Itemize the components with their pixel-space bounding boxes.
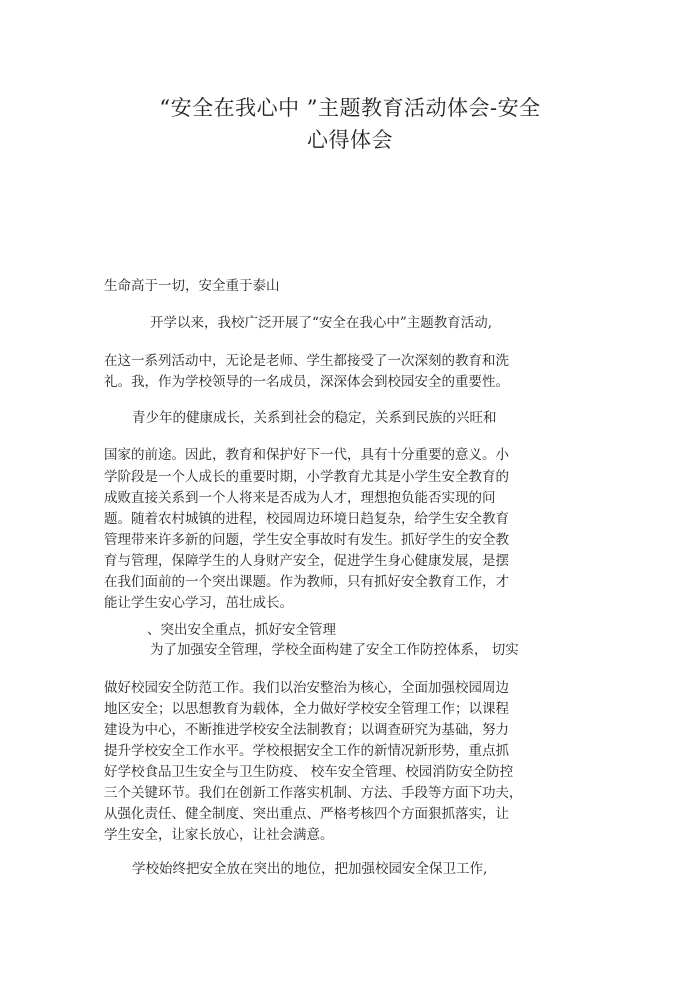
paragraph-heading: 生命高于一切，安全重于泰山 bbox=[104, 278, 280, 294]
paragraph-line: 在这一系列活动中，无论是老师、学生都接受了一次深刻的教育和洗 bbox=[104, 353, 509, 369]
paragraph-line: 好学校食品卫生安全与卫生防疫、 校车安全管理、校园消防安全防控 bbox=[104, 764, 514, 780]
paragraph-line: 提升学校安全工作水平。学校根据安全工作的新情况新形势，重点抓 bbox=[104, 743, 509, 759]
paragraph-line: 题。随着农村城镇的进程，校园周边环境日趋复杂，给学生安全教育 bbox=[104, 511, 509, 527]
paragraph-line: 国家的前途。因此，教育和保护好下一代，具有十分重要的意义。小 bbox=[104, 447, 509, 463]
paragraph-line: 地区安全；以思想教育为载体，全力做好学校安全管理工作；以课程 bbox=[104, 701, 509, 717]
paragraph-line: 青少年的健康成长，关系到社会的稳定，关系到民族的兴旺和 bbox=[132, 410, 497, 426]
paragraph-line: 育与管理，保障学生的人身财产安全，促进学生身心健康发展，是摆 bbox=[104, 553, 509, 569]
paragraph-line: 在我们面前的一个突出课题。作为教师，只有抓好安全教育工作，才 bbox=[104, 574, 509, 590]
paragraph-line: 开学以来，我校广泛开展了“安全在我心中”主题教育活动, bbox=[150, 315, 493, 331]
paragraph-line: 做好校园安全防范工作。我们以治安整治为核心，全面加强校园周边 bbox=[104, 680, 509, 696]
paragraph-line: 为了加强安全管理，学校全面构建了安全工作防控体系， 切实 bbox=[150, 642, 519, 658]
paragraph-line: 建设为中心，不断推进学校安全法制教育；以调查研究为基础，努力 bbox=[104, 722, 509, 738]
paragraph-line: 礼。我，作为学校领导的一名成员，深深体会到校园安全的重要性。 bbox=[104, 374, 509, 390]
paragraph-line: 管理带来许多新的问题，学生安全事故时有发生。抓好学生的安全教 bbox=[104, 532, 509, 548]
paragraph-line: 学生安全，让家长放心，让社会满意。 bbox=[104, 827, 334, 843]
paragraph-line: 三个关键环节。我们在创新工作落实机制、方法、手段等方面下功夫， bbox=[104, 785, 523, 801]
document-title-line-1: “安全在我心中 ”主题教育活动体会-安全 bbox=[159, 96, 541, 120]
paragraph-line: 成败直接关系到一个人将来是否成为人才，理想抱负能否实现的问 bbox=[104, 490, 496, 506]
document-title-line-2: 心得体会 bbox=[307, 128, 393, 152]
paragraph-line: 学校始终把安全放在突出的地位，把加强校园安全保卫工作, bbox=[132, 861, 488, 877]
paragraph-line: 从强化责任、健全制度、突出重点、严格考核四个方面狠抓落实，让 bbox=[104, 806, 509, 822]
paragraph-line: 学阶段是一个人成长的重要时期，小学教育尤其是小学生安全教育的 bbox=[104, 469, 509, 485]
paragraph-line: 能让学生安心学习，茁壮成长。 bbox=[104, 595, 293, 611]
section-heading: 、突出安全重点，抓好安全管理 bbox=[147, 622, 336, 638]
